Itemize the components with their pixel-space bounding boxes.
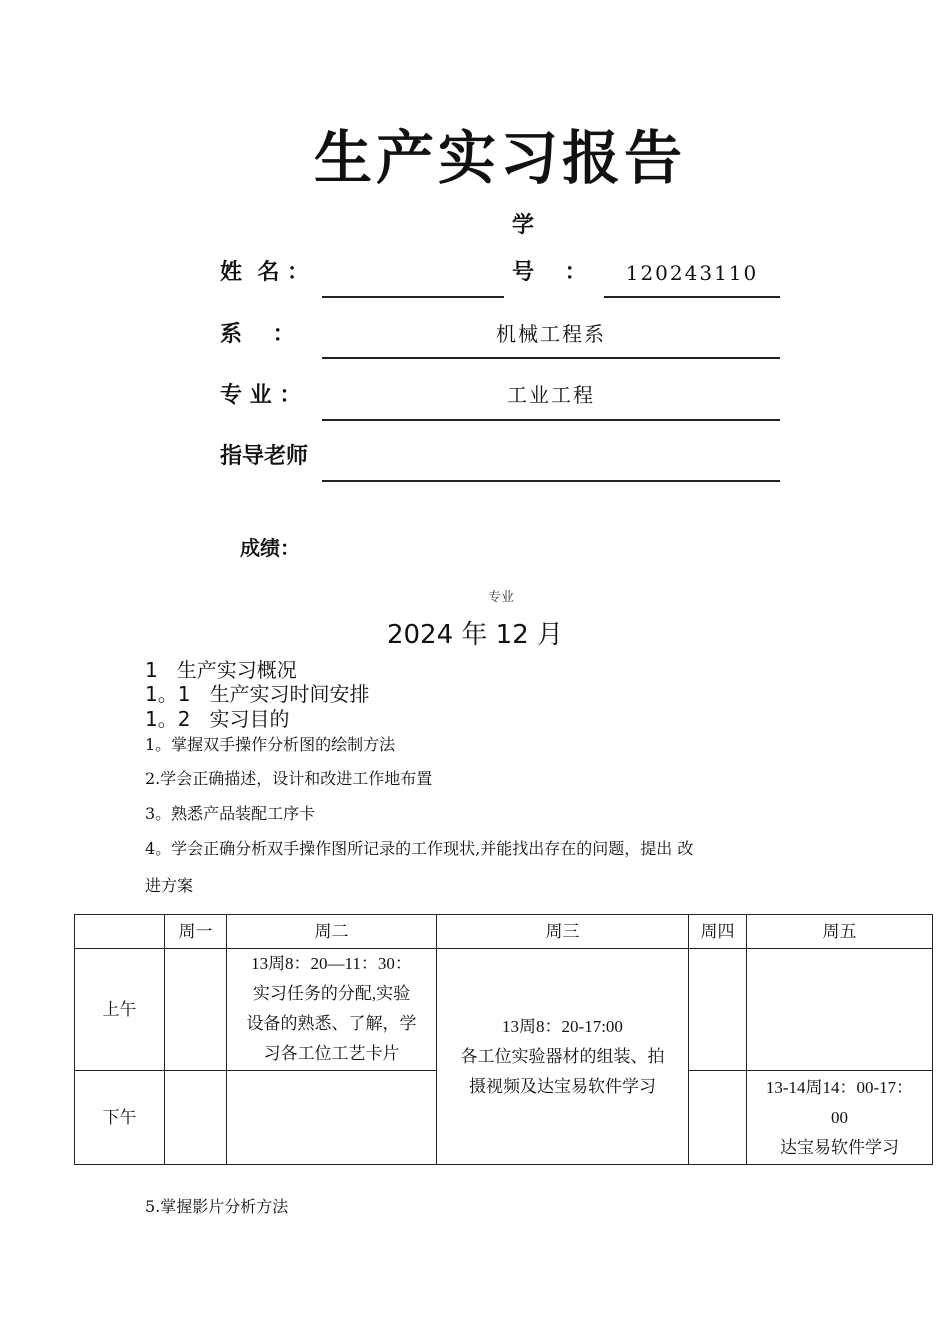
- schedule-table: [74, 914, 933, 1165]
- header-cell-tuesday: 周二: [227, 915, 437, 949]
- cell-wed-line: 13周8：20-17:00: [502, 1016, 623, 1036]
- student-id-label: 号 ：: [512, 260, 587, 285]
- cell-fri-pm-line: 00: [831, 1107, 848, 1127]
- cell-wed-line: 各工位实验器材的组装、拍: [460, 1046, 665, 1066]
- major-field-line: [322, 419, 780, 421]
- cell-mon-pm: [165, 1071, 227, 1165]
- objective-item-2: 2.学会正确描述，设计和改进工作地布置: [145, 769, 433, 788]
- objective-item-3: 3。熟悉产品装配工序卡: [145, 804, 316, 823]
- major-value: 工业工程: [507, 383, 595, 407]
- department-field-line: [322, 357, 780, 359]
- student-id-value: 120243110: [625, 261, 759, 285]
- table-row-morning: [75, 949, 933, 1071]
- name-label: 姓 名 ：: [220, 260, 309, 285]
- cell-thu-pm: [689, 1071, 747, 1165]
- student-id-char: 学: [512, 213, 535, 238]
- cell-tue-am-line: 习各工位工艺卡片: [263, 1044, 400, 1063]
- header-cell-monday: 周一: [165, 915, 227, 949]
- cell-tue-am-line: 13周8：20—11：30：: [251, 954, 412, 973]
- header-cell-corner: [75, 915, 165, 949]
- section-heading-1: 1 生产实习概况: [145, 658, 297, 682]
- cell-fri-pm: [747, 1071, 933, 1165]
- cell-thu-am: [689, 949, 747, 1071]
- row-label-morning: 上午: [75, 949, 165, 1071]
- major-label: 专 业 ：: [220, 383, 302, 408]
- cell-mon-am: [165, 949, 227, 1071]
- score-label: 成绩：: [240, 536, 300, 560]
- cell-tue-am: [227, 949, 437, 1071]
- cell-fri-pm-line: 13-14周14：00-17：: [765, 1077, 914, 1097]
- department-value: 机械工程系: [496, 322, 606, 346]
- department-label: 系 ：: [220, 322, 295, 347]
- student-id-field-line: [604, 296, 780, 298]
- row-label-afternoon: 下午: [75, 1071, 165, 1165]
- cell-wed-line: 摄视频及达宝易软件学习: [469, 1076, 656, 1096]
- cell-wed-allday: [437, 949, 689, 1165]
- cell-fri-am: [747, 949, 933, 1071]
- name-field-line: [322, 296, 504, 298]
- cell-tue-am-line: 设备的熟悉、了解，学: [246, 1014, 417, 1033]
- cell-tue-pm: [227, 1071, 437, 1165]
- report-title: 生产实习报告: [313, 124, 686, 192]
- advisor-label: 指导老师: [220, 444, 309, 469]
- objective-item-1: 1。掌握双手操作分析图的绘制方法: [145, 735, 396, 754]
- objective-item-4: 4。学会正确分析双手操作图所记录的工作现状,并能找出存在的问题，提出 改: [145, 839, 694, 858]
- tiny-mark: 专业: [488, 590, 515, 605]
- section-heading-1-2: 1。2 实习目的: [145, 707, 290, 731]
- header-cell-friday: 周五: [747, 915, 933, 949]
- cell-tue-am-line: 实习任务的分配,实验: [252, 984, 411, 1003]
- table-header-row: [75, 915, 933, 949]
- report-date: 2024 年 12 月: [386, 620, 564, 650]
- section-heading-1-1: 1。1 生产实习时间安排: [145, 682, 370, 706]
- objective-item-5: 5.掌握影片分析方法: [145, 1197, 289, 1216]
- cell-fri-pm-line: 达宝易软件学习: [780, 1137, 899, 1157]
- header-cell-thursday: 周四: [689, 915, 747, 949]
- header-cell-wednesday: 周三: [437, 915, 689, 949]
- advisor-field-line: [322, 480, 780, 482]
- objective-item-4-cont: 进方案: [145, 876, 194, 895]
